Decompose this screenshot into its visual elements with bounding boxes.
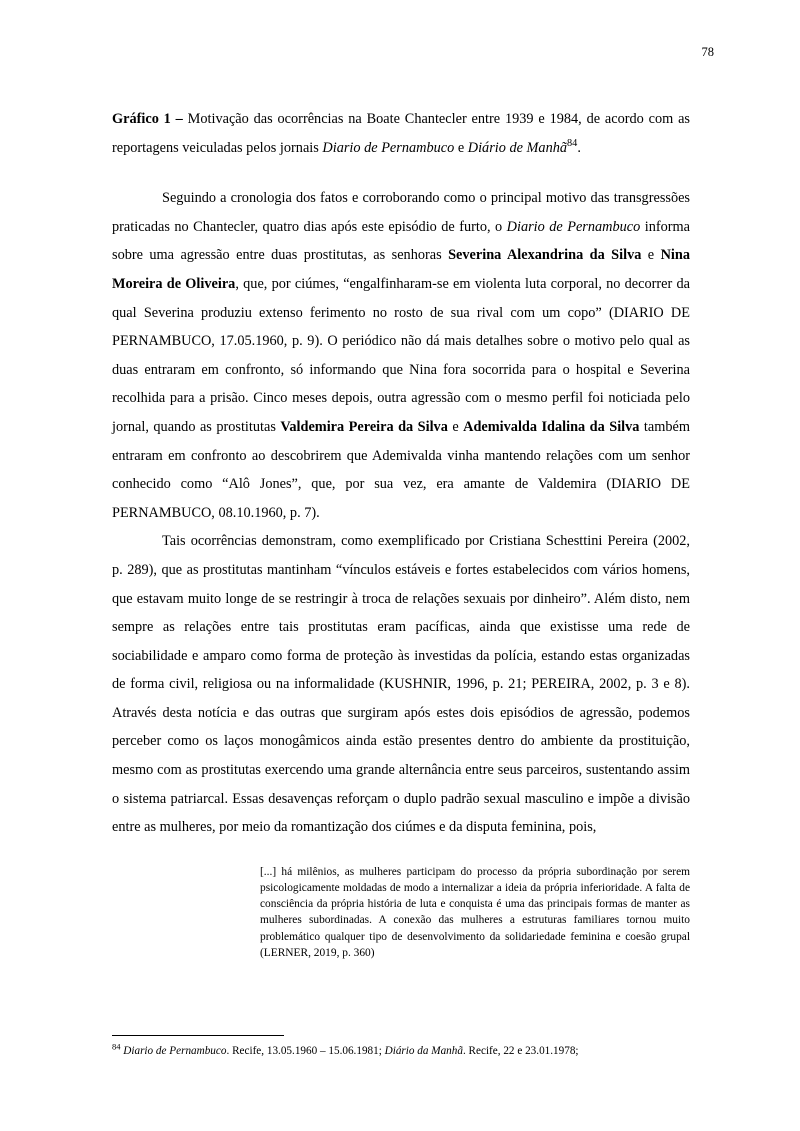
block-quote: [...] há milênios, as mulheres participam do processo da própria subordinação por serem psicologicamente moldadas de modo a internalizar a ideia da própria inferioridade. A falta de consciência da própria história de luta e conquista é uma das principais formas de manter as mulheres subordinadas. A conexão das mulheres a estruturas familiares tornou muito problemático qualquer tipo de desenvolvimento da solidariedade feminina e coesão grupal (LERNER, 2019, p. 360) (260, 865, 690, 959)
emphasis-bold: Nina Moreira de Oliveira (112, 247, 690, 292)
footnote-italic-2: Diário da Manhã (384, 1045, 463, 1057)
emphasis-bold: Ademivalda Idalina da Silva (463, 418, 640, 435)
text-run: informa sobre uma agressão entre duas prostitutas, as senhoras (112, 218, 690, 264)
caption-italic-1: Diario de Pernambuco (322, 139, 455, 156)
page-content (112, 105, 690, 961)
text-run: e (447, 418, 464, 435)
text-run: Seguindo a cronologia dos fatos e corroborando como o principal motivo das transgressões praticadas no Chantecler, quatro dias após este episódio de furto, o (112, 190, 690, 235)
footnote-italic-1: Diario de Pernambuco (123, 1045, 227, 1057)
caption-italic-2: Diário de Manhã (467, 139, 568, 156)
text-run: Tais ocorrências demonstram, como exemplificado por Cristiana Schesttini Pereira (2002, p. 289), que as prostitutas mantinham “vínculos estáveis e fortes estabelecidos com vários homens, que estavam muito longe de se restringir à troca de relações sexuais por dinheiro”. Além disto, nem sempre as relações entre tais prostitutas eram pacíficas, ainda que existisse uma rede de sociabilidade e amparo como forma de proteção às investidas da polícia, estando estas organizadas de forma civil, religiosa ou na informalidade (KUSHNIR, 1996, p. 21; PEREIRA, 2002, p. 3 e 8). Através desta notícia e das outras que surgiram após estes dois episódios de agressão, podemos perceber como os laços monogâmicos ainda estão presentes dentro do ambiente da prostituição, mesmo com as prostitutas exercendo uma grande alternância entre seus parceiros, sustentando assim o sistema patriarcal. Essas desavenças reforçam o duplo padrão sexual masculino e impõe a divisão entre as mulheres, por meio da romantização dos ciúmes e da disputa feminina, pois, (112, 533, 690, 836)
figure-caption (112, 105, 690, 162)
footnote-text-1: . Recife, 13.05.1960 – 15.06.1981; (226, 1045, 385, 1057)
caption-footnote-marker: 84 (567, 137, 578, 149)
paragraph-2 (112, 527, 690, 842)
footnote-area (112, 1035, 690, 1059)
emphasis-bold: Valdemira Pereira da Silva (280, 418, 448, 435)
caption-text-3: . (577, 139, 581, 156)
text-run: também entraram em confronto ao descobrirem que Ademivalda vinha mantendo relações com um senhor conhecido como “Alô Jones”, que, por sua vez, era amante de Valdemira (DIARIO DE PERNAMBUCO, 08.10.1960, p. 7). (112, 418, 690, 521)
footnote-separator (112, 1035, 284, 1036)
text-run: e (641, 247, 661, 264)
text-run: , que, por ciúmes, “engalfinharam-se em violenta luta corporal, no decorrer da qual Severina produziu extenso ferimento no rosto de sua rival com um copo” (DIARIO DE PERNAMBUCO, 17.05.1960, p. 9). O periódico não dá mais detalhes sobre o motivo pelo qual as duas entraram em confronto, só informando que Nina fora socorrida para o hospital e Severina recolhida para a prisão. Cinco meses depois, outra agressão com o mesmo perfil foi noticiada pelo jornal, quando as prostitutas (112, 275, 691, 435)
footnote-84 (112, 1043, 690, 1059)
emphasis-italic: Diario de Pernambuco (506, 218, 641, 235)
footnote-marker: 84 (112, 1041, 121, 1052)
emphasis-bold: Severina Alexandrina da Silva (448, 247, 642, 264)
footnote-text-2: . Recife, 22 e 23.01.1978; (462, 1045, 579, 1057)
page-number: 78 (701, 45, 714, 59)
caption-text-1: Motivação das ocorrências na Boate Chantecler entre 1939 e 1984, de acordo com as reportagens veiculadas pelos jornais (112, 111, 690, 156)
paragraph-1 (112, 184, 690, 527)
caption-text-2: e (454, 139, 468, 156)
caption-label: Gráfico 1 – (112, 111, 183, 127)
